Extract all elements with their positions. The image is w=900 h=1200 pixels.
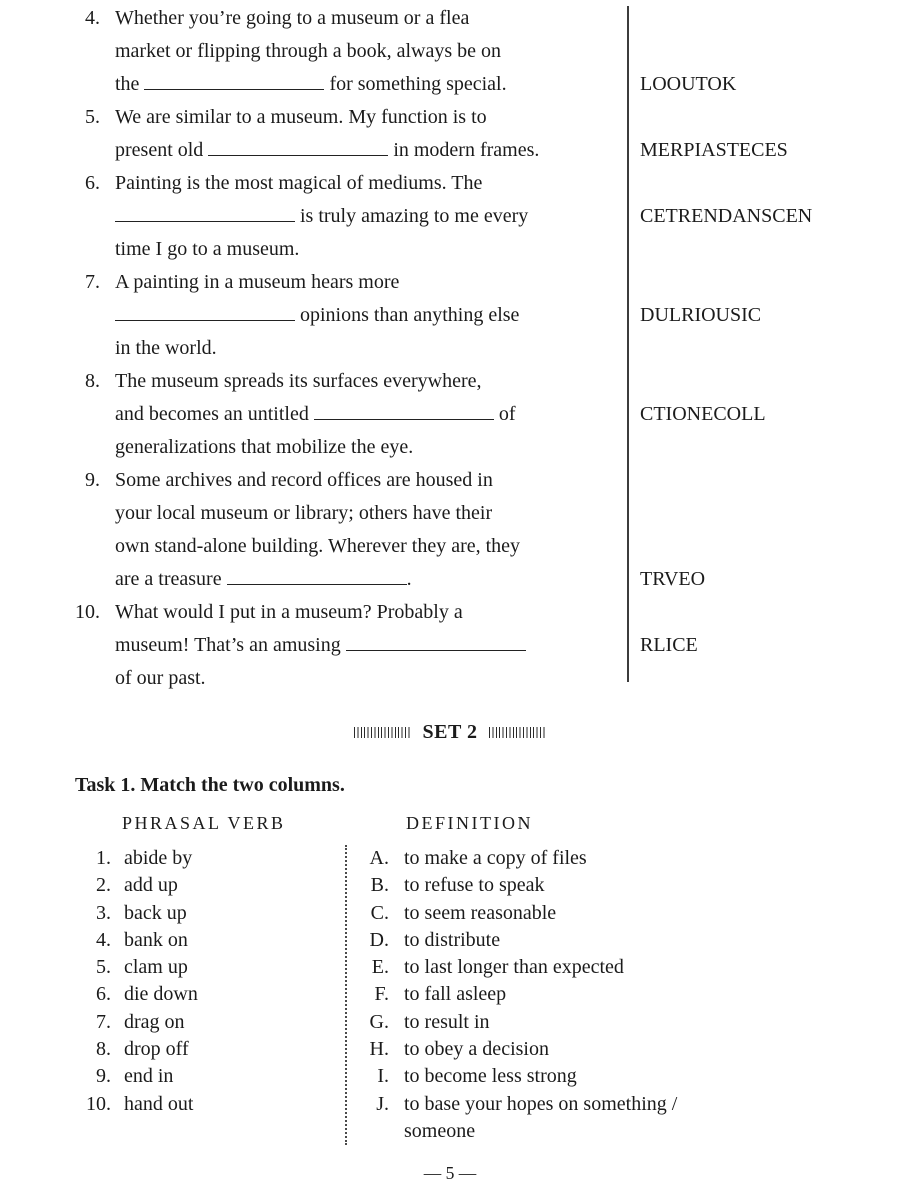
match-right-row — [347, 872, 815, 899]
vertical-rule — [627, 6, 629, 682]
scrambled-word: LOOUTOK — [640, 73, 737, 95]
definition-line: to seem reasonable — [404, 901, 557, 924]
text-before-blank: are a treasure — [115, 568, 227, 590]
sentence-line-with-blank — [115, 563, 706, 596]
item-number: 8. — [96, 1038, 111, 1061]
fill-in-blank[interactable] — [115, 208, 295, 222]
sentence-line: time I go to a museum. — [115, 238, 300, 260]
sentence-line: in the world. — [115, 337, 217, 359]
match-left-row — [0, 1063, 345, 1090]
match-left-row — [0, 1036, 345, 1063]
fill-in-blank[interactable] — [115, 307, 295, 321]
set-title: SET 2 — [422, 721, 478, 743]
item-number: 4. — [85, 7, 100, 29]
sentence-line: generalizations that mobilize the eye. — [115, 436, 414, 458]
item-letter: A. — [369, 847, 389, 869]
phrasal-verb: drop off — [124, 1038, 189, 1061]
definition — [404, 872, 545, 899]
definition — [404, 1063, 577, 1090]
item-text — [115, 2, 737, 101]
definition-line: to last longer than expected — [404, 956, 624, 979]
text-after-blank: in modern frames. — [388, 139, 540, 161]
sentence-line: The museum spreads its surfaces everywhere, — [115, 370, 482, 392]
item-letter: G. — [369, 1010, 389, 1033]
decorative-rule-right — [489, 727, 546, 738]
match-left-row — [0, 954, 345, 981]
match-left-row — [0, 981, 345, 1008]
definition-line: to base your hopes on something / — [404, 1092, 678, 1115]
sentence-line-with-blank — [115, 398, 766, 431]
scrambled-word: CETRENDANSCEN — [640, 205, 813, 227]
definition-line: to become less strong — [404, 1065, 577, 1088]
sentence-line: of our past. — [115, 667, 206, 689]
item-text — [115, 596, 698, 695]
match-column-headers — [0, 813, 900, 834]
text-before-blank: and becomes an untitled — [115, 403, 314, 425]
text-after-blank: is truly amazing to me every — [295, 205, 529, 227]
item-letter: D. — [369, 928, 389, 951]
task-title: Task 1. Match the two columns. — [75, 774, 345, 796]
text-after-blank: for something special. — [324, 73, 507, 95]
phrasal-verb: abide by — [124, 847, 193, 869]
definition — [404, 1036, 549, 1063]
sentence-line: We are similar to a museum. My function is to — [115, 106, 487, 128]
phrasal-verb: end in — [124, 1065, 174, 1088]
definition — [404, 1091, 677, 1146]
exercise-item — [0, 464, 900, 596]
item-text — [115, 101, 788, 167]
sentence-line-with-blank — [115, 299, 762, 332]
definition-line: to fall asleep — [404, 983, 507, 1006]
fill-in-blank[interactable] — [208, 142, 388, 156]
phrasal-verb: bank on — [124, 928, 188, 951]
item-number: 6. — [96, 983, 111, 1006]
sentence-line-with-blank — [115, 134, 788, 167]
decorative-rule-left — [354, 727, 411, 738]
definition — [404, 1009, 490, 1036]
phrasal-verb: add up — [124, 874, 178, 897]
item-letter: H. — [369, 1038, 389, 1061]
item-letter: I. — [377, 1065, 389, 1088]
fill-in-blank[interactable] — [314, 406, 494, 420]
item-number: 9. — [85, 469, 100, 491]
exercise-item — [0, 596, 900, 695]
item-letter: J. — [376, 1092, 389, 1115]
item-number: 9. — [96, 1065, 111, 1088]
sentence-line-with-blank — [115, 68, 737, 101]
definition-line: to obey a decision — [404, 1038, 549, 1061]
scrambled-word: MERPIASTECES — [640, 139, 788, 161]
item-letter: F. — [374, 983, 389, 1006]
item-number: 10. — [86, 1092, 111, 1115]
phrasal-verb: clam up — [124, 956, 188, 979]
phrasal-verb: hand out — [124, 1092, 194, 1115]
phrasal-verb-header: PHRASAL VERB — [122, 813, 286, 833]
text-before-blank: museum! That’s an amusing — [115, 634, 346, 656]
sentence-line-with-blank — [115, 200, 813, 233]
item-number: 5. — [85, 106, 100, 128]
definition — [404, 954, 624, 981]
match-right-row — [347, 845, 815, 872]
item-number: 7. — [96, 1010, 111, 1033]
match-right-row — [347, 900, 815, 927]
exercise-item — [0, 167, 900, 266]
item-letter: B. — [370, 874, 389, 897]
definition-list — [345, 845, 815, 1145]
phrasal-verb: drag on — [124, 1010, 185, 1033]
match-right-row — [347, 954, 815, 981]
match-right-row — [347, 1091, 815, 1146]
item-number: 7. — [85, 271, 100, 293]
fill-in-blank[interactable] — [346, 637, 526, 651]
exercise-item — [0, 266, 900, 365]
fill-in-blank[interactable] — [227, 571, 407, 585]
scrambled-word: RLICE — [640, 634, 698, 656]
definition-line: to distribute — [404, 928, 501, 951]
text-after-blank: opinions than anything else — [295, 304, 520, 326]
match-left-row — [0, 1091, 345, 1118]
item-number: 8. — [85, 370, 100, 392]
definition-line: to make a copy of files — [404, 847, 587, 869]
item-number: 2. — [96, 874, 111, 897]
match-left-row — [0, 900, 345, 927]
sentence-line: A painting in a museum hears more — [115, 271, 400, 293]
item-number: 10. — [75, 601, 100, 623]
item-number: 4. — [96, 928, 111, 951]
exercise-item — [0, 101, 900, 167]
exercise-item — [0, 365, 900, 464]
scrambled-word: CTIONECOLL — [640, 403, 766, 425]
match-right-row — [347, 927, 815, 954]
fill-in-blank[interactable] — [144, 76, 324, 90]
sentence-line: What would I put in a museum? Probably a — [115, 601, 463, 623]
set-header — [0, 721, 900, 744]
item-letter: E. — [371, 956, 389, 979]
page-number: — 5 — — [423, 1163, 477, 1183]
definition-line: to result in — [404, 1010, 490, 1033]
text-after-blank: of — [493, 403, 516, 425]
item-number: 3. — [96, 901, 111, 924]
definition-header: DEFINITION — [406, 813, 533, 833]
item-text — [115, 464, 706, 596]
definition — [404, 900, 556, 927]
scrambled-word: TRVEO — [640, 568, 706, 590]
scrambled-word: DULRIOUSIC — [640, 304, 762, 326]
text-before-blank: the — [115, 73, 145, 95]
exercise-item — [0, 2, 900, 101]
definition — [404, 981, 506, 1008]
definition — [404, 845, 587, 872]
item-letter: C. — [370, 901, 389, 924]
match-right-row — [347, 1063, 815, 1090]
item-text — [115, 266, 762, 365]
match-right-row — [347, 1009, 815, 1036]
match-left-row — [0, 845, 345, 872]
sentence-line: your local museum or library; others have their — [115, 502, 493, 524]
sentence-line: market or flipping through a book, always be on — [115, 40, 502, 62]
match-columns — [0, 845, 900, 1145]
match-left-row — [0, 927, 345, 954]
item-text — [115, 167, 813, 266]
definition-line: someone — [404, 1119, 476, 1142]
sentence-line-with-blank — [115, 629, 698, 662]
match-left-row — [0, 872, 345, 899]
definition-line: to refuse to speak — [404, 874, 545, 897]
sentence-line: Some archives and record offices are housed in — [115, 469, 493, 491]
text-before-blank: present old — [115, 139, 209, 161]
phrasal-verb-list — [0, 845, 345, 1145]
definition — [404, 927, 500, 954]
item-number: 6. — [85, 172, 100, 194]
phrasal-verb: back up — [124, 901, 187, 924]
item-number: 5. — [96, 956, 111, 979]
sentence-line: Painting is the most magical of mediums. The — [115, 172, 483, 194]
sentence-line: Whether you’re going to a museum or a flea — [115, 7, 470, 29]
item-text — [115, 365, 766, 464]
match-right-row — [347, 1036, 815, 1063]
match-right-row — [347, 981, 815, 1008]
match-left-row — [0, 1009, 345, 1036]
sentence-line: own stand-alone building. Wherever they are, they — [115, 535, 521, 557]
phrasal-verb: die down — [124, 983, 198, 1006]
text-after-blank: . — [406, 568, 412, 590]
item-number: 1. — [96, 847, 111, 869]
